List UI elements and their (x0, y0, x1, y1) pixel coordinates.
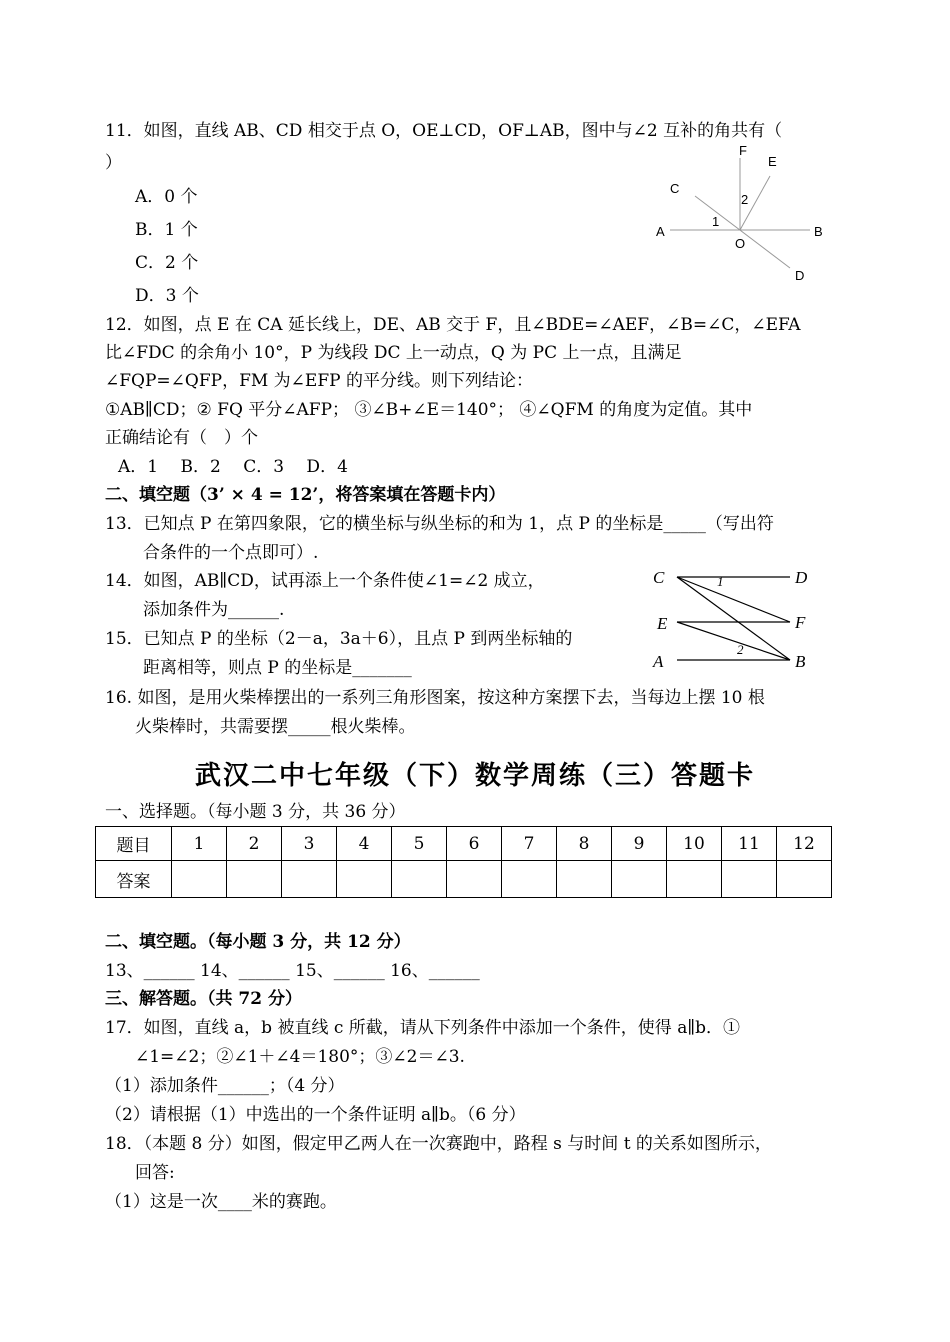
question-number: 5 (392, 827, 447, 861)
answer-cell[interactable] (502, 861, 557, 898)
section2-header: 二、填空题（3’ × 4 = 12’，将答案填在答题卡内） (105, 485, 506, 505)
q11-figure (645, 138, 845, 288)
card-fill-line: 13、______ 14、______ 15、______ 16、______ (105, 961, 480, 981)
q14-line1: 14．如图，AB∥CD，试再添上一个条件使∠1=∠2 成立， (105, 571, 545, 591)
question-number: 7 (502, 827, 557, 861)
label-f: F (795, 613, 806, 632)
q16-line2: 火柴棒时，共需要摆_____根火柴棒。 (135, 717, 416, 737)
label-one: 1 (717, 574, 724, 589)
q15-line2: 距离相等，则点 P 的坐标是_______ (143, 658, 412, 678)
q15-line1: 15．已知点 P 的坐标（2－a，3a＋6），且点 P 到两坐标轴的 (105, 629, 573, 649)
card-section2: 二、填空题。（每小题 3 分，共 12 分） (105, 932, 411, 952)
question-number: 2 (227, 827, 282, 861)
q12-line1: 12．如图，点 E 在 CA 延长线上，DE、AB 交于 F，且∠BDE=∠AEF，∠B=∠C，∠EFA (105, 315, 801, 335)
q17-part1: （1）添加条件______；（4 分） (105, 1076, 345, 1096)
question-number: 3 (282, 827, 337, 861)
segment-eb (677, 622, 790, 660)
segment-cb (677, 577, 790, 660)
label-c: C (653, 568, 665, 587)
q12-line3: ∠FQP=∠QFP，FM 为∠EFP 的平分线。则下列结论： (105, 371, 533, 391)
segment-cf (677, 577, 790, 622)
answer-table-answer-row (96, 861, 832, 898)
q14-figure (645, 562, 825, 682)
q17-part2: （2）请根据（1）中选出的一个条件证明 a∥b。（6 分） (105, 1105, 526, 1125)
question-number: 6 (447, 827, 502, 861)
q13-line1: 13．已知点 P 在第四象限，它的横坐标与纵坐标的和为 1，点 P 的坐标是_____（写出符 (105, 514, 774, 534)
header-label: 题目 (96, 827, 172, 861)
answer-cell[interactable] (227, 861, 282, 898)
answer-cell[interactable] (282, 861, 337, 898)
label-b: B (795, 652, 806, 671)
q12-options: A．1 B．2 C．3 D．4 (118, 457, 348, 477)
q18-part1: （1）这是一次____米的赛跑。 (105, 1192, 337, 1212)
label-o: O (735, 236, 746, 251)
answer-cell[interactable] (392, 861, 447, 898)
question-number: 8 (557, 827, 612, 861)
q12-line2: 比∠FDC 的余角小 10°，P 为线段 DC 上一动点，Q 为 PC 上一点，且满足 (105, 343, 682, 363)
q13-line2: 合条件的一个点即可）. (143, 543, 319, 563)
q11-option-b: B．1 个 (135, 220, 198, 240)
label-two: 2 (737, 642, 744, 657)
q11-stem: 11．如图，直线 AB、CD 相交于点 O，OE⊥CD，OF⊥AB，图中与∠2 互补的角共有（ (105, 121, 783, 141)
q11-option-c: C．2 个 (135, 253, 199, 273)
question-number: 12 (777, 827, 832, 861)
q14-line2: 添加条件为______. (143, 600, 285, 620)
answer-cell[interactable] (612, 861, 667, 898)
answer-cell[interactable] (667, 861, 722, 898)
q12-line4: ①AB∥CD；② FQ 平分∠AFP； ③∠B+∠E＝140°； ④∠QFM 的角度为定值。其中 (105, 400, 753, 420)
question-number: 11 (722, 827, 777, 861)
question-number: 4 (337, 827, 392, 861)
q11-option-a: A．0 个 (135, 187, 198, 207)
label-e: E (768, 154, 777, 169)
answer-cell[interactable] (337, 861, 392, 898)
q17-line1: 17．如图，直线 a，b 被直线 c 所截，请从下列条件中添加一个条件，使得 a∥b．① (105, 1018, 741, 1038)
card-section1: 一、选择题。（每小题 3 分，共 36 分） (105, 802, 406, 822)
answer-table (95, 826, 832, 898)
label-two: 2 (741, 192, 749, 207)
label-a: A (653, 652, 664, 671)
label-d: D (795, 268, 805, 283)
answer-cell[interactable] (172, 861, 227, 898)
answer-cell[interactable] (777, 861, 832, 898)
label-d: D (795, 568, 808, 587)
answer-cell[interactable] (722, 861, 777, 898)
card-section3: 三、解答题。（共 72 分） (105, 989, 302, 1009)
answer-table-header-row (96, 827, 832, 861)
label-a: A (656, 224, 665, 239)
q18-line2: 回答: (135, 1163, 175, 1183)
q16-line1: 16. 如图，是用火柴棒摆出的一系列三角形图案，按这种方案摆下去，当每边上摆 10 根 (105, 688, 765, 708)
answer-cell[interactable] (557, 861, 612, 898)
question-number: 10 (667, 827, 722, 861)
label-one: 1 (712, 214, 720, 229)
label-e: E (657, 614, 668, 633)
q17-line2: ∠1=∠2；②∠1＋∠4＝180°；③∠2＝∠3. (135, 1047, 465, 1067)
question-number: 1 (172, 827, 227, 861)
q18-line1: 18．（本题 8 分）如图，假定甲乙两人在一次赛跑中，路程 s 与时间 t 的关系如图所示， (105, 1134, 772, 1154)
answer-label: 答案 (96, 861, 172, 898)
label-b: B (814, 224, 823, 239)
label-f: F (739, 143, 747, 158)
q11-option-d: D．3 个 (135, 286, 199, 306)
label-c: C (670, 181, 680, 196)
answer-card-title: 武汉二中七年级（下）数学周练（三）答题卡 (194, 761, 755, 791)
question-number: 9 (612, 827, 667, 861)
q11-stem-end: ） (105, 153, 122, 173)
answer-cell[interactable] (447, 861, 502, 898)
q12-line5: 正确结论有（ ）个 (105, 428, 258, 448)
